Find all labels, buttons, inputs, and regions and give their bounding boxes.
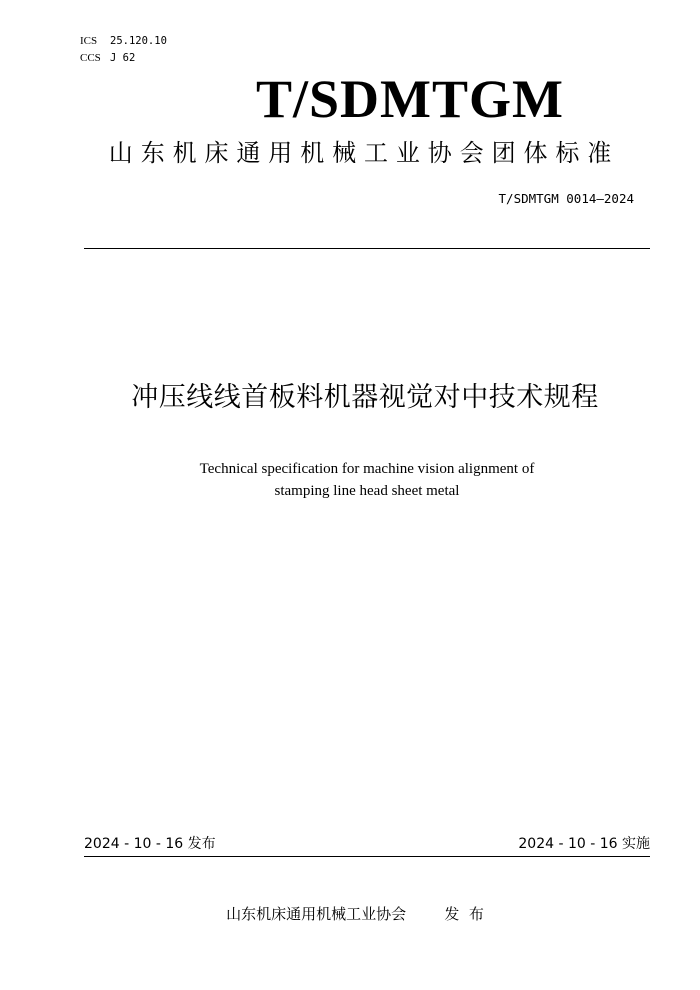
english-title-line-2: stamping line head sheet metal — [274, 483, 460, 499]
publisher-name: 山东机床通用机械工业协会 — [226, 905, 407, 923]
brand-logo-text: T/SDMTGM — [255, 69, 564, 129]
publish-date: 2024 - 10 - 16 发布 — [84, 836, 216, 852]
organization-standard-heading: 山东机床通用机械工业协会团体标准 — [108, 139, 620, 167]
english-title-line-1: Technical specification for machine vision alignment of — [199, 461, 535, 477]
ccs-code — [80, 51, 135, 65]
document-title-english — [0, 458, 700, 502]
document-title-chinese: 冲压线线首板料机器视觉对中技术规程 — [131, 382, 599, 413]
ccs-label: CCS — [80, 52, 101, 64]
publisher-action: 发 布 — [444, 905, 484, 923]
ics-code — [80, 34, 167, 48]
ics-value: 25.120.10 — [110, 35, 167, 47]
bottom-divider — [84, 856, 650, 857]
ccs-value: J 62 — [110, 52, 136, 64]
standard-number: T/SDMTGM 0014—2024 — [498, 191, 634, 206]
implementation-date: 2024 - 10 - 16 实施 — [518, 836, 650, 852]
publisher-line — [0, 903, 700, 925]
top-divider — [84, 248, 650, 249]
ics-label: ICS — [80, 35, 98, 47]
